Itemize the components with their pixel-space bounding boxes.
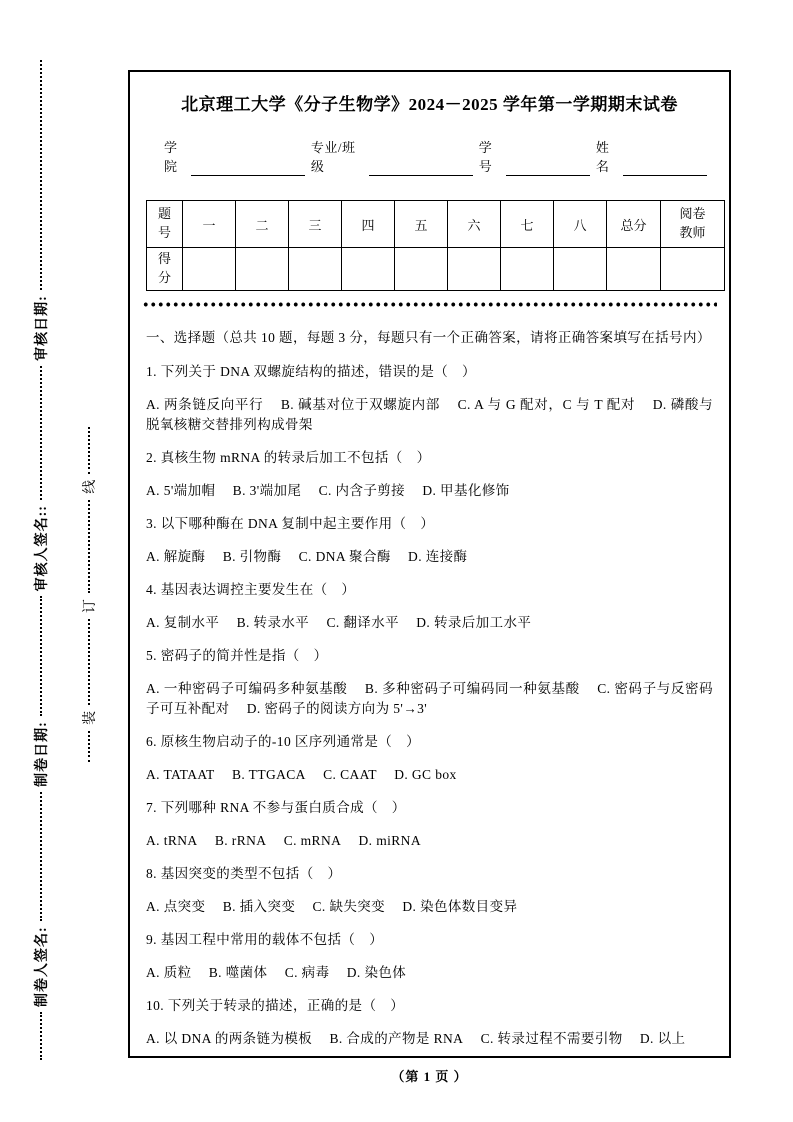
question-10 xyxy=(146,996,713,1049)
option-b: B. 噬菌体 xyxy=(208,964,268,980)
question-options xyxy=(146,765,713,785)
option-b: B. rRNA xyxy=(214,832,267,848)
field-label-student-id: 学号 xyxy=(478,140,493,174)
question-options xyxy=(146,395,713,435)
dotted-leader xyxy=(40,792,42,921)
score-cell-empty xyxy=(607,248,661,291)
option-a: A. 一种密码子可编码多种氨基酸 xyxy=(146,680,348,696)
major-class-blank xyxy=(369,160,473,176)
option-b: B. 多种密码子可编码同一种氨基酸 xyxy=(364,680,580,696)
score-cell-empty xyxy=(661,248,725,291)
option-d: D. GC box xyxy=(394,766,457,782)
name-blank xyxy=(623,160,707,176)
question-options xyxy=(146,963,713,983)
section-heading: 一、选择题（总共 10 题，每题 3 分，每题只有一个正确答案，请将正确答案填写在括号内） xyxy=(146,329,711,345)
dotted-separator xyxy=(142,302,717,307)
score-cell-empty xyxy=(395,248,448,291)
score-table-header-row xyxy=(147,201,725,248)
option-b: B. 转录水平 xyxy=(236,614,310,630)
corner-score-cell: 得分 xyxy=(147,248,183,291)
question-9 xyxy=(146,930,713,983)
question-options xyxy=(146,481,713,501)
option-d: D. 染色体数目变异 xyxy=(402,898,518,914)
page-number-footer: （第 1 页 ） xyxy=(391,1069,468,1084)
margin-label-review-date: 审核日期: xyxy=(35,295,50,361)
option-d: D. 连接酶 xyxy=(408,548,468,564)
binding-line-rail xyxy=(80,427,98,762)
margin-label-paper-maker-signature: 制卷人签名: xyxy=(35,926,50,1008)
field-label-college: 学院 xyxy=(164,140,178,174)
question-stem: 6. 原核生物启动子的-10 区序列通常是（ ） xyxy=(146,733,420,749)
student-id-blank xyxy=(506,160,590,176)
question-options xyxy=(146,547,713,567)
question-stem: 2. 真核生物 mRNA 的转录后加工不包括（ ） xyxy=(146,449,431,465)
option-d: D. 染色体 xyxy=(346,964,407,980)
option-b: B. TTGACA xyxy=(231,766,306,782)
question-7 xyxy=(146,798,713,851)
option-a: A. tRNA xyxy=(146,832,198,848)
option-b: B. 引物酶 xyxy=(222,548,282,564)
col-header: 七 xyxy=(501,201,554,248)
question-3 xyxy=(146,514,713,567)
option-b: B. 合成的产物是 RNA xyxy=(329,1030,464,1046)
option-c: C. 转录过程不需要引物 xyxy=(480,1030,623,1046)
question-stem: 3. 以下哪种酶在 DNA 复制中起主要作用（ ） xyxy=(146,515,435,531)
question-stem: 5. 密码子的简并性是指（ ） xyxy=(146,647,328,663)
question-stem: 10. 下列关于转录的描述，正确的是（ ） xyxy=(146,997,405,1013)
student-info-line xyxy=(164,137,713,176)
option-a: A. 解旋酶 xyxy=(146,548,206,564)
option-b: B. 碱基对位于双螺旋内部 xyxy=(280,396,441,412)
score-cell-empty xyxy=(289,248,342,291)
col-header-total: 总分 xyxy=(607,201,661,248)
option-d: D. 甲基化修饰 xyxy=(422,482,510,498)
col-header: 六 xyxy=(448,201,501,248)
option-c: C. DNA 聚合酶 xyxy=(298,548,391,564)
question-4 xyxy=(146,580,713,633)
question-options xyxy=(146,1029,713,1049)
score-cell-empty xyxy=(342,248,395,291)
col-header: 五 xyxy=(395,201,448,248)
option-d: D. 转录后加工水平 xyxy=(416,614,532,630)
college-blank xyxy=(191,160,305,176)
option-d: D. miRNA xyxy=(358,832,421,848)
question-1 xyxy=(146,362,713,435)
question-options xyxy=(146,613,713,633)
option-a: A. 点突变 xyxy=(146,898,206,914)
option-c: C. 密码子与反密码子可互补配对 xyxy=(146,680,713,716)
option-b: B. 插入突变 xyxy=(222,898,296,914)
question-stem: 1. 下列关于 DNA 双螺旋结构的描述，错误的是（ ） xyxy=(146,363,476,379)
option-a: A. 两条链反向平行 xyxy=(146,396,264,412)
option-a: A. 以 DNA 的两条链为模板 xyxy=(146,1030,313,1046)
margin-label-paper-maker-date: 制卷日期: xyxy=(35,721,50,787)
question-8 xyxy=(146,864,713,917)
binding-char-ding: 订 xyxy=(83,599,98,614)
binding-char-zhuang: 装 xyxy=(83,710,98,725)
option-a: A. 复制水平 xyxy=(146,614,220,630)
exam-title: 北京理工大学《分子生物学》2024－2025 学年第一学期期末试卷 xyxy=(181,95,678,114)
dotted-leader xyxy=(40,1012,42,1060)
question-options xyxy=(146,831,713,851)
col-header: 八 xyxy=(554,201,607,248)
dotted-leader xyxy=(88,731,90,762)
option-c: C. CAAT xyxy=(323,766,377,782)
question-stem: 8. 基因突变的类型不包括（ ） xyxy=(146,865,342,881)
score-cell-empty xyxy=(183,248,236,291)
question-2 xyxy=(146,448,713,501)
exam-sheet xyxy=(128,70,731,1058)
option-a: A. TATAAT xyxy=(146,766,215,782)
score-cell-empty xyxy=(501,248,554,291)
field-label-major-class: 专业/班级 xyxy=(310,140,356,174)
option-c: C. 病毒 xyxy=(284,964,330,980)
field-label-name: 姓名 xyxy=(595,140,610,174)
corner-question-number-cell: 题号 xyxy=(147,201,183,248)
question-options xyxy=(146,897,713,917)
option-b: B. 3'端加尾 xyxy=(232,482,302,498)
dotted-leader xyxy=(88,427,90,474)
dotted-leader xyxy=(40,366,42,500)
option-c: C. 内含子剪接 xyxy=(318,482,406,498)
col-header: 二 xyxy=(236,201,289,248)
option-c: C. mRNA xyxy=(283,832,342,848)
question-options xyxy=(146,679,713,719)
dotted-leader xyxy=(40,596,42,716)
question-stem: 7. 下列哪种 RNA 不参与蛋白质合成（ ） xyxy=(146,799,406,815)
col-header: 三 xyxy=(289,201,342,248)
option-a: A. 质粒 xyxy=(146,964,192,980)
question-stem: 4. 基因表达调控主要发生在（ ） xyxy=(146,581,356,597)
score-cell-empty xyxy=(554,248,607,291)
margin-label-reviewer-signature: 审核人签名:: xyxy=(35,505,50,592)
col-header-grader: 阅卷教师 xyxy=(661,201,725,248)
score-table xyxy=(146,200,725,291)
question-stem: 9. 基因工程中常用的载体不包括（ ） xyxy=(146,931,384,947)
binding-char-xian: 线 xyxy=(83,479,98,494)
score-cell-empty xyxy=(448,248,501,291)
option-d: D. 磷酸与脱氧核糖交替排列构成骨架 xyxy=(146,396,714,432)
dotted-leader xyxy=(88,500,90,593)
option-c: C. 缺失突变 xyxy=(312,898,386,914)
option-d: D. 以上 xyxy=(639,1030,686,1046)
option-a: A. 5'端加帽 xyxy=(146,482,216,498)
score-table-score-row xyxy=(147,248,725,291)
dotted-leader xyxy=(40,60,42,290)
col-header: 一 xyxy=(183,201,236,248)
seal-margin-label-rail xyxy=(30,60,52,1060)
option-c: C. 翻译水平 xyxy=(326,614,399,630)
question-5 xyxy=(146,646,713,719)
dotted-leader xyxy=(88,619,90,705)
option-c: C. A 与 G 配对，C 与 T 配对 xyxy=(457,396,636,412)
option-d: D. 密码子的阅读方向为 5'→3' xyxy=(246,700,428,716)
col-header: 四 xyxy=(342,201,395,248)
score-cell-empty xyxy=(236,248,289,291)
question-6 xyxy=(146,732,713,785)
